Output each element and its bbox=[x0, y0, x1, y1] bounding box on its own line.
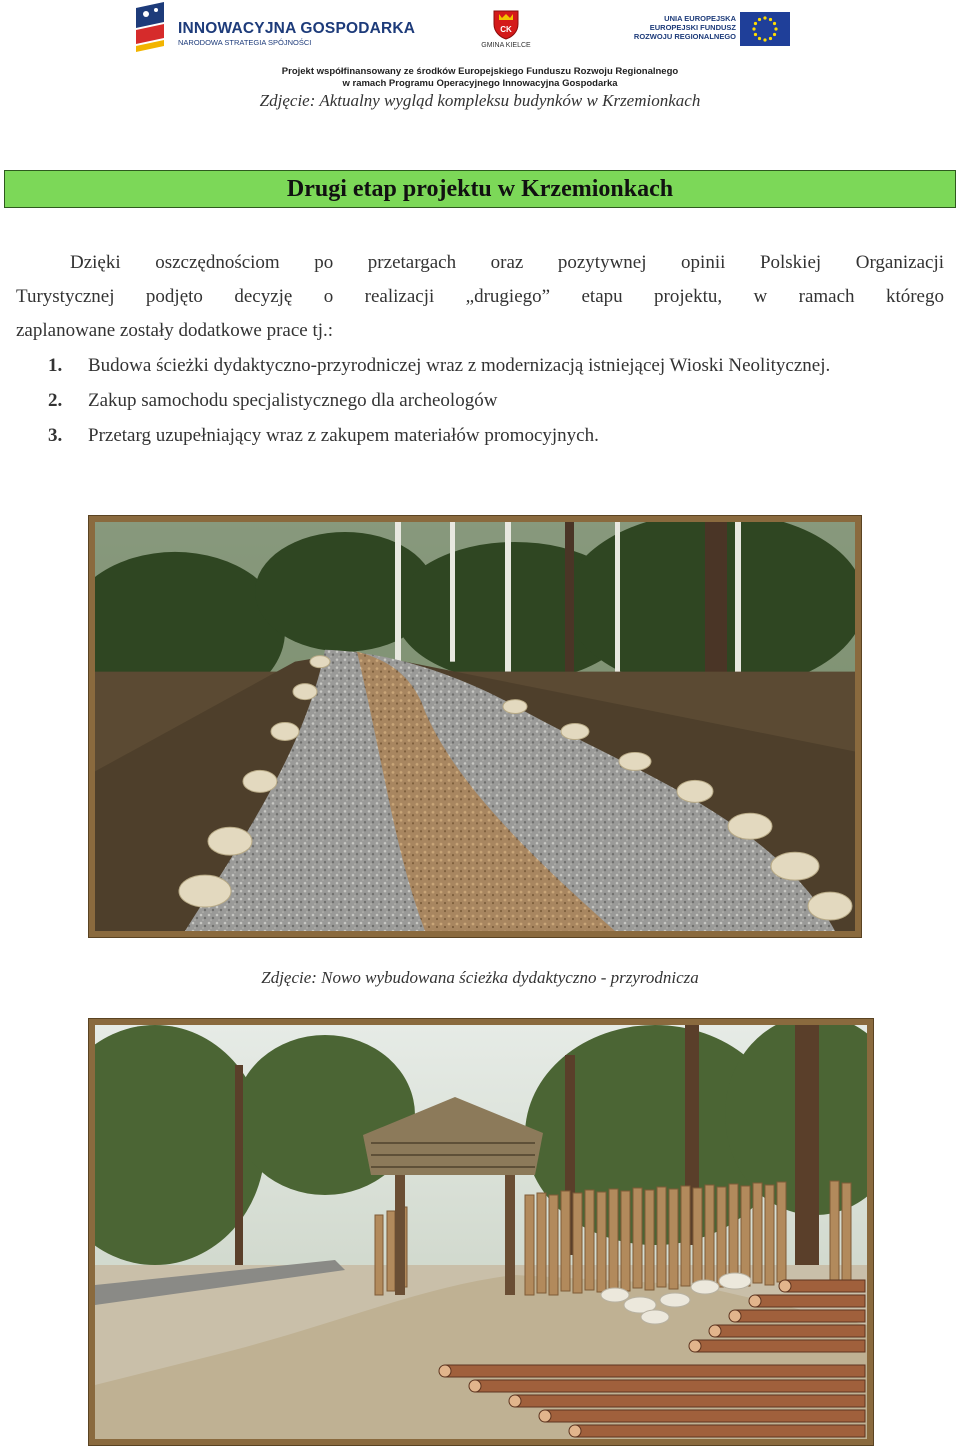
list-item-number: 3. bbox=[48, 425, 63, 446]
eu-star-icon bbox=[769, 37, 772, 40]
eu-logo bbox=[630, 12, 800, 48]
funding-note-line-1: Projekt współfinansowany ze środków Europejskiego Funduszu Rozwoju Regionalnego bbox=[281, 66, 679, 77]
list-item-text: Budowa ścieżki dydaktyczno-przyrodniczej wraz z modernizacją istniejącej Wioski Neolitycznej. bbox=[88, 355, 831, 376]
list-item-text: Przetarg uzupełniający wraz z zakupem materiałów promocyjnych. bbox=[88, 425, 599, 446]
work-list bbox=[48, 348, 944, 453]
list-item bbox=[48, 348, 944, 383]
list-item bbox=[48, 383, 944, 418]
photo-educational-path bbox=[88, 515, 862, 938]
eu-star-icon bbox=[763, 16, 766, 19]
intro-line-3: zaplanowane zostały dodatkowe prace tj.: bbox=[16, 320, 334, 341]
innowacyjna-subtitle: NARODOWA STRATEGIA SPÓJNOŚCI bbox=[178, 38, 312, 47]
photo-neolithic-village bbox=[88, 1018, 874, 1446]
eu-line-2: EUROPEJSKI FUNDUSZ bbox=[649, 23, 736, 32]
funding-note-line-2: w ramach Programu Operacyjnego Innowacyjna Gospodarka bbox=[342, 78, 618, 89]
list-item bbox=[48, 418, 944, 453]
caption-top: Zdjęcie: Aktualny wygląd kompleksu budynków w Krzemionkach bbox=[259, 91, 701, 110]
eu-star-icon bbox=[769, 18, 772, 21]
kielce-shield-icon bbox=[493, 10, 519, 40]
list-item-number: 1. bbox=[48, 355, 63, 376]
eu-star-icon bbox=[773, 33, 776, 36]
path-photo-illustration bbox=[95, 522, 855, 931]
eu-flag-icon bbox=[740, 12, 790, 46]
intro-line-2: Turystycznej podjęto decyzję o realizacji „drugiego” etapu projektu, w ramach którego bbox=[16, 286, 944, 307]
eu-line-3: ROZWOJU REGIONALNEGO bbox=[633, 32, 736, 41]
eu-text bbox=[634, 14, 736, 41]
intro-line-1: Dzięki oszczędnościom po przetargach oraz pozytywnej opinii Polskiej Organizacji bbox=[70, 252, 944, 273]
eu-star-icon bbox=[752, 27, 755, 30]
section-title: Drugi etap projektu w Krzemionkach bbox=[286, 175, 674, 202]
section-banner bbox=[4, 170, 956, 208]
gmina-kielce-logo bbox=[476, 10, 536, 56]
list-item-text: Zakup samochodu specjalistycznego dla archeologów bbox=[88, 390, 498, 411]
ck-mark: CK bbox=[500, 25, 512, 34]
eu-star-icon bbox=[773, 22, 776, 25]
gmina-kielce-label: GMINA KIELCE bbox=[481, 42, 531, 49]
eu-star-icon bbox=[754, 22, 757, 25]
innowacyjna-gospodarka-logo bbox=[134, 2, 416, 58]
caption-mid: Zdjęcie: Nowo wybudowana ścieżka dydaktyczno - przyrodnicza bbox=[261, 968, 699, 987]
intro-paragraph bbox=[16, 246, 944, 348]
list-item-number: 2. bbox=[48, 390, 63, 411]
innowacyjna-flag-icon bbox=[134, 2, 168, 56]
eu-star-icon bbox=[754, 33, 757, 36]
eu-star-icon bbox=[763, 38, 766, 41]
eu-star-icon bbox=[758, 18, 761, 21]
innowacyjna-title: INNOWACYJNA GOSPODARKA bbox=[178, 20, 416, 37]
eu-star-icon bbox=[774, 27, 777, 30]
funding-note bbox=[0, 66, 960, 90]
eu-star-icon bbox=[758, 37, 761, 40]
village-photo-illustration bbox=[95, 1025, 867, 1439]
eu-line-1: UNIA EUROPEJSKA bbox=[664, 14, 736, 23]
logo-header bbox=[0, 0, 960, 92]
